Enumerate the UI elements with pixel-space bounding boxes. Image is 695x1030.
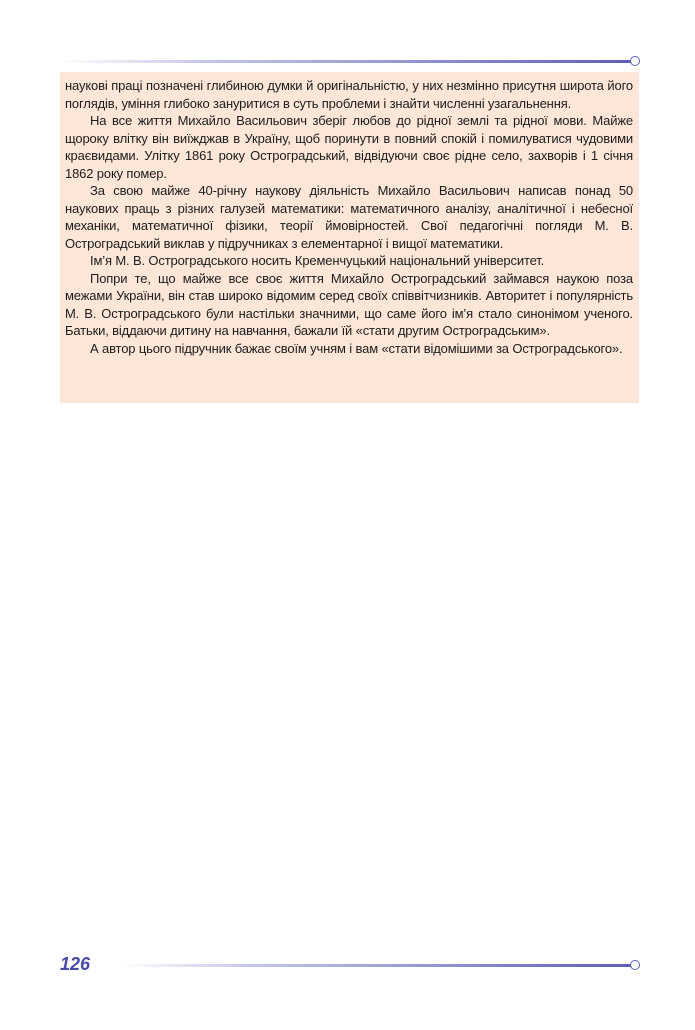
bottom-rule-circle-icon — [630, 960, 640, 970]
paragraph-3: За свою майже 40-річну наукову діяльність Михайло Васильович написав понад 50 наукових праць з різних галузей математики: математичного аналізу, аналітичної і небесної механіки, математичної фізики, теорії ймовірностей. Свої педагогічні погляди М. В. Остроградський виклав у підручниках з елементарної і вищої математики. — [65, 183, 633, 251]
paragraph-6: А автор цього підручник бажає своїм учням і вам «стати відомішими за Остроградського». — [90, 340, 623, 356]
paragraph-5: Попри те, що майже все своє життя Михайло Остроградський займався наукою поза межами України, він став широко відомим серед своїх співвітчизників. Авторитет і популярність М. В. Остроградського були настільки значними, що саме його ім’я стало синонімом ученого. Батьки, віддаючи дитину на навчання, бажали їй «стати другим Остроградським». — [65, 270, 633, 338]
paragraph-2: На все життя Михайло Васильович зберіг любов до рідної землі та рідної мови. Майже щороку влітку він виїжджав в Україну, щоб поринути в повний спокій і помилуватися чудовими краєвидами. Улітку 1861 року Остроградський, відвідуючи своє рідне село, захворів і 1 січня 1862 року помер. — [65, 113, 633, 181]
page-number: 126 — [60, 954, 91, 974]
top-rule — [60, 60, 632, 63]
paragraph-1: наукові праці позначені глибиною думки й оригінальністю, у них незмінно присутня широта його поглядів, уміння глибоко зануритися в суть проблеми і знайти численні узагальнення. — [65, 78, 633, 111]
biography-text-box — [60, 72, 639, 403]
top-rule-circle-icon — [630, 56, 640, 66]
paragraph-4: Ім’я М. В. Остроградського носить Кременчуцький національний університет. — [90, 253, 545, 268]
bottom-rule — [120, 964, 632, 967]
